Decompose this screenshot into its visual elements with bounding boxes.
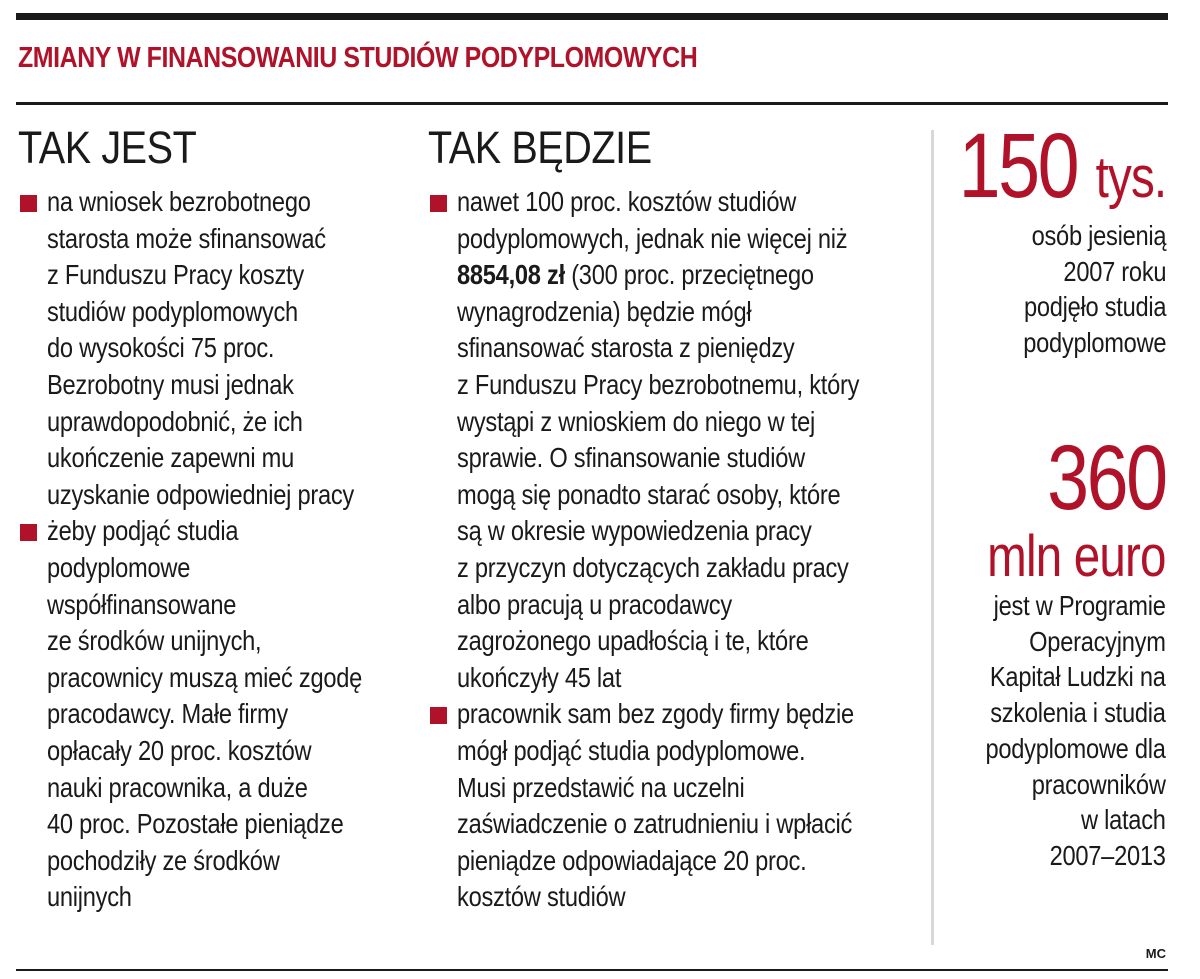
author-credit: MC (1145, 946, 1166, 961)
stat-number: 360 (1047, 427, 1166, 529)
bullet-text (457, 184, 861, 696)
column-heading-tak-bedzie: TAK BĘDZIE (428, 122, 652, 173)
bullet-square-icon (430, 707, 447, 724)
top-rule (16, 13, 1168, 20)
bullet-item (428, 696, 928, 916)
column-tak-bedzie (428, 120, 928, 916)
bullet-square-icon (20, 524, 37, 541)
stat-description: osób jesienią 2007 roku podjęło studia podyplomowe (1022, 220, 1166, 359)
bottom-rule (16, 969, 1168, 971)
stat-block (913, 115, 1166, 361)
bullet-square-icon (430, 195, 447, 212)
column-heading-tak-jest: TAK JEST (18, 122, 197, 173)
bullet-item (18, 184, 418, 513)
headline-rule (16, 102, 1168, 105)
stat-description: jest w Programie Operacyjnym Kapitał Ludzki na szkolenia i studia podyplomowe dla pracowników w latach 2007–2013 (985, 590, 1166, 871)
stat-unit: tys. (1095, 145, 1166, 210)
bullet-item (428, 184, 928, 696)
column-tak-jest (18, 120, 418, 916)
bullet-text: żeby podjąć studia podyplomowe współfinansowane ze środków unijnych, pracownicy muszą mieć zgodę pracodawcy. Małe firmy opłacały 20 proc. kosztów nauki pracownika, a duże 40 proc. Pozostałe pieniądze pochodziły ze środków unijnych (47, 515, 363, 913)
bullet-text-part: (300 proc. przeciętnego wynagrodzenia) będzie mógł sfinansować starosta z pieniędzy z Funduszu Pracy bezrobotnemu, który wystąpi z wnioskiem do niego w tej sprawie. O sfinansowanie studiów mogą się ponadto starać osoby, które są w okresie wypowiedzenia pracy z przyczyn dotyczących zakładu pracy albo pracują u pracodawcy zagrożonego upadłością i te, które ukończyły 45 lat (457, 259, 860, 693)
stat-block (948, 427, 1166, 874)
headline: ZMIANY W FINANSOWANIU STUDIÓW PODYPLOMOWYCH (18, 42, 698, 74)
stat-unit: mln euro (987, 524, 1166, 589)
bullet-text-part: nawet 100 proc. kosztów studiów podyplomowych, jednak nie więcej niż (457, 186, 848, 254)
bullet-text: na wniosek bezrobotnego starosta może sfinansować z Funduszu Pracy koszty studiów podyplomowych do wysokości 75 proc. Bezrobotny musi jednak uprawdopodobnić, że ich ukończenie zapewni mu uzyskanie odpowiedniej pracy (47, 186, 354, 510)
stat-number (958, 115, 1166, 226)
bullet-amount: 8854,08 zł (457, 259, 565, 291)
stat-number-value: 150 (958, 115, 1077, 217)
bullet-item (18, 513, 418, 916)
bullet-square-icon (20, 195, 37, 212)
bullet-text: pracownik sam bez zgody firmy będzie mógł podjąć studia podyplomowe. Musi przedstawić na uczelni zaświadczenie o zatrudnieniu i wpłacić pieniądze odpowiadające 20 proc. kosztów studiów (457, 698, 854, 913)
